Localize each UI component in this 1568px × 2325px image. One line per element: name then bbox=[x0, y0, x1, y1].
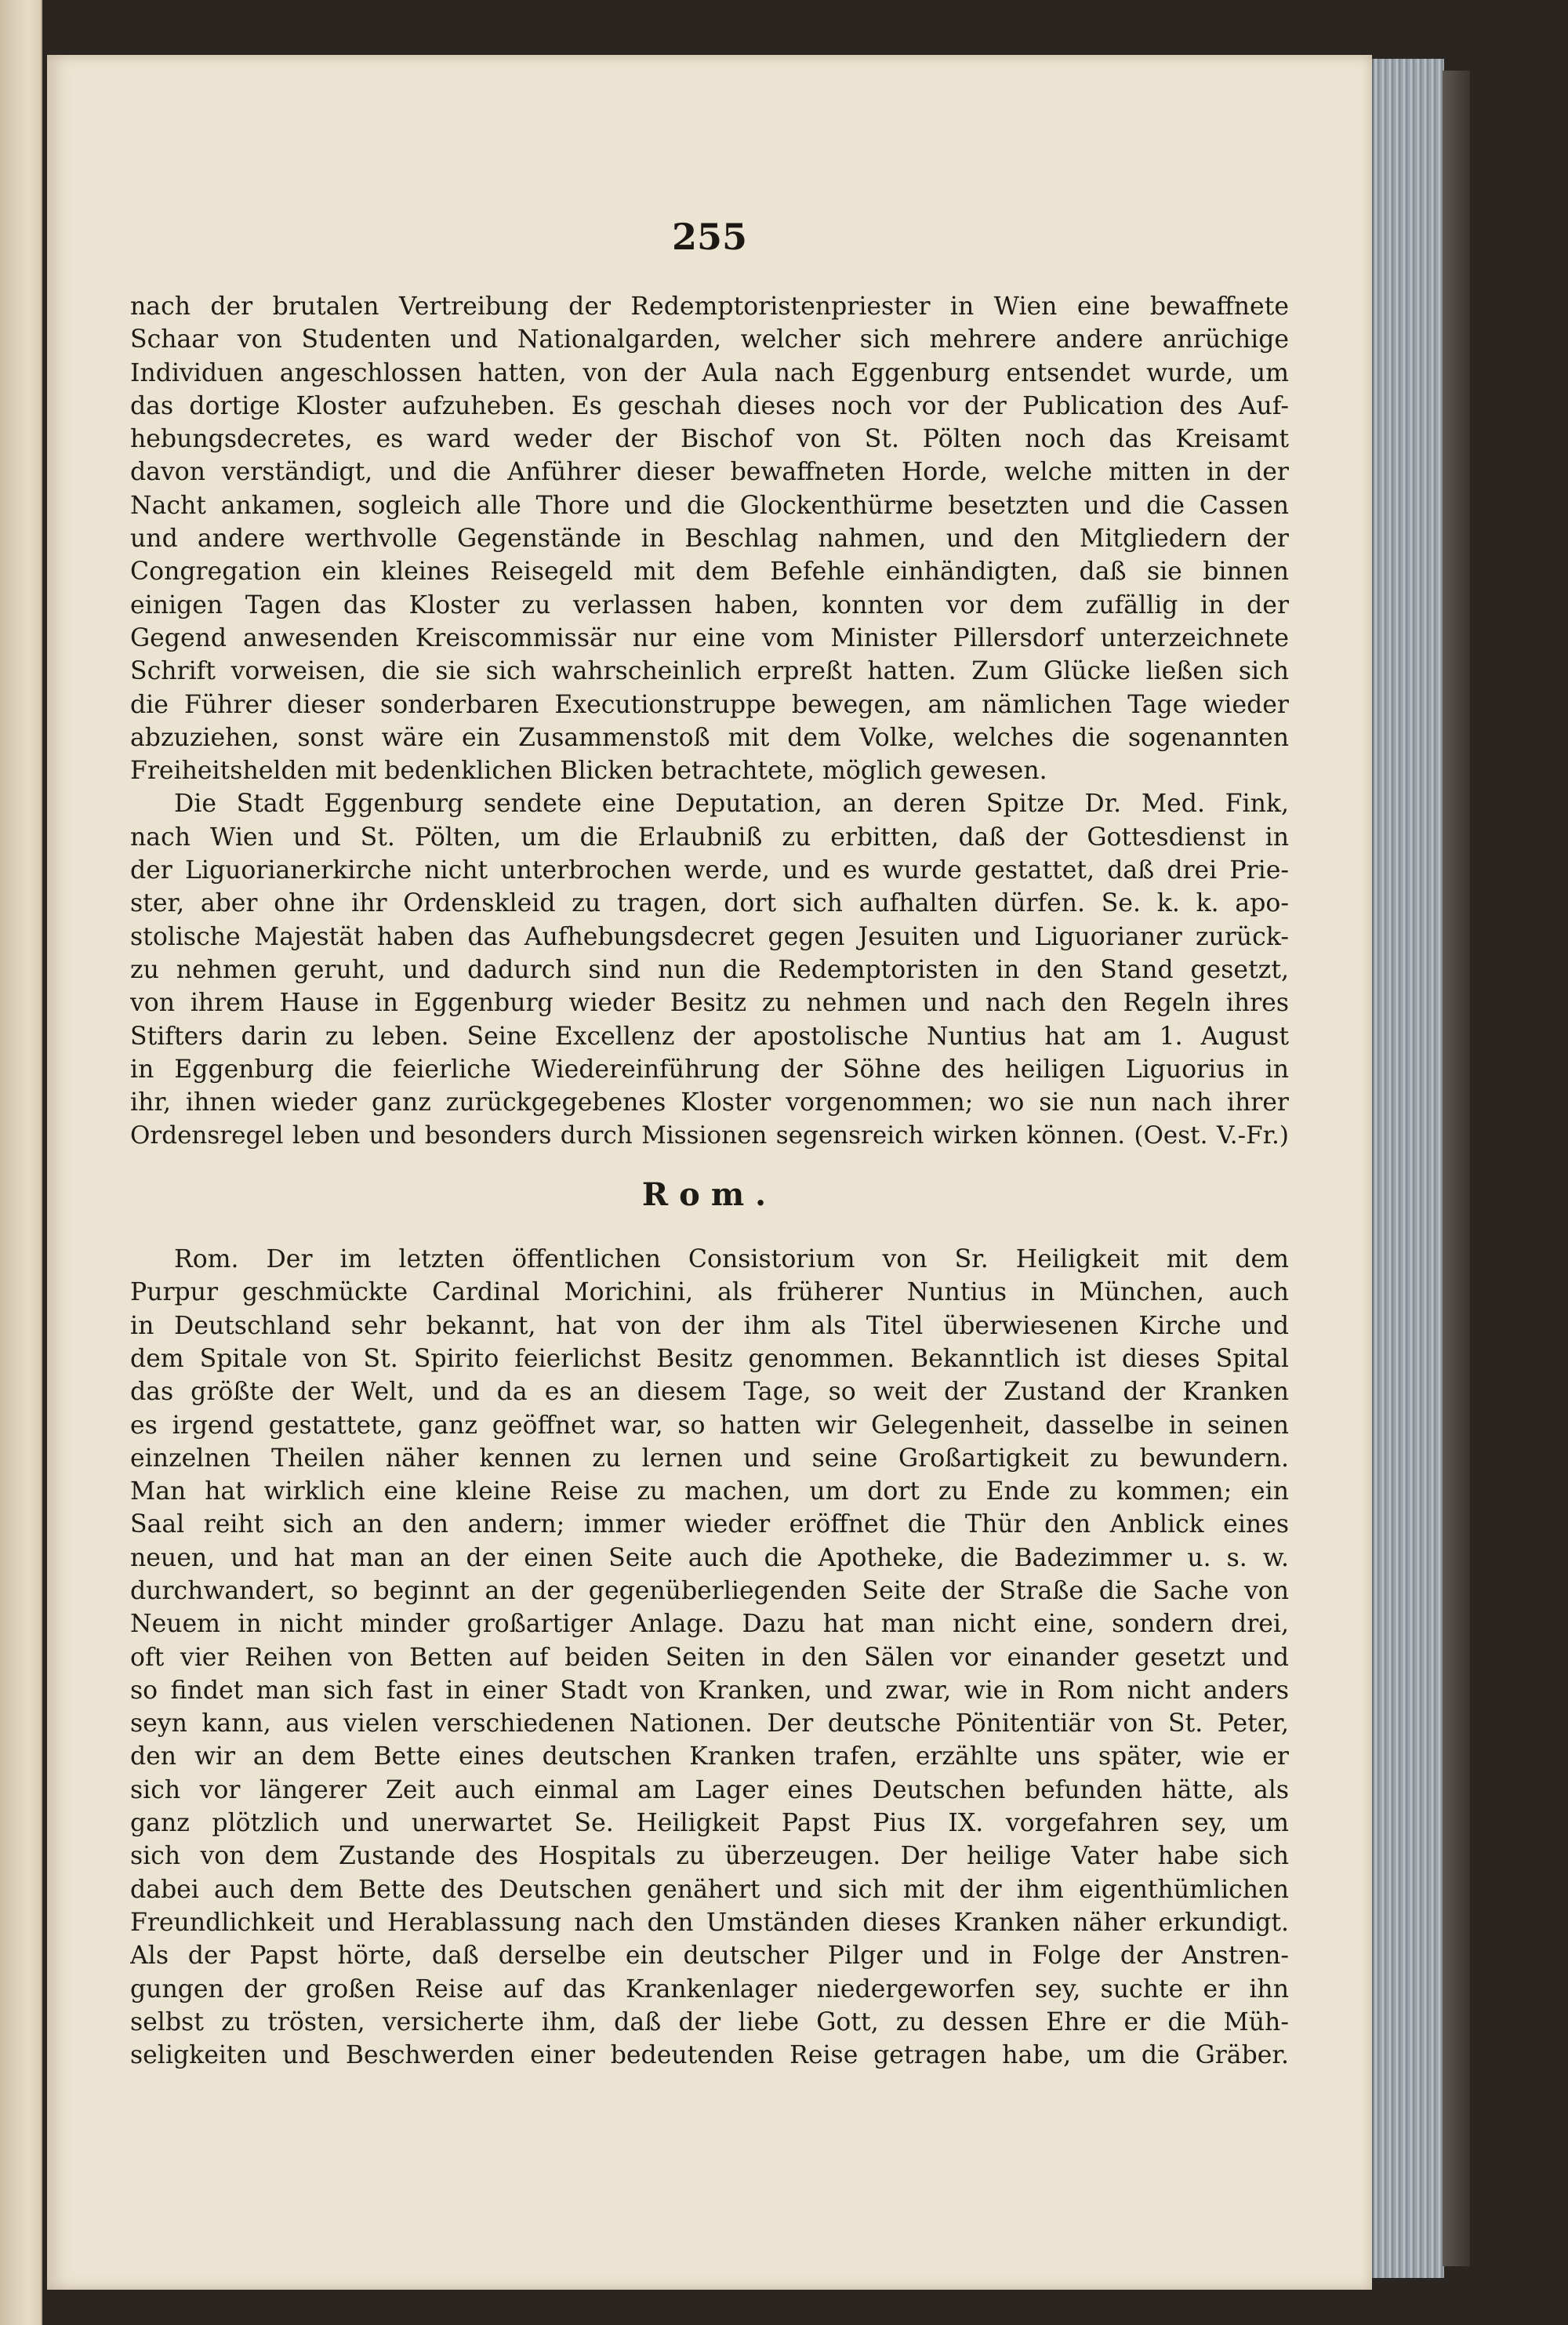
text-line: einigen Tagen das Kloster zu verlassen haben, konnten vor dem zufällig in der bbox=[130, 590, 1289, 619]
text-line: Nacht ankamen, sogleich alle Thore und die Glockenthürme besetzten und die Cassen bbox=[130, 491, 1289, 520]
text-line: selbst zu trösten, versicherte ihm, daß der liebe Gott, zu dessen Ehre er die Müh- bbox=[130, 2007, 1289, 2036]
text-line: dem Spitale von St. Spirito feierlichst Besitz genommen. Bekanntlich ist dieses Spital bbox=[130, 1344, 1289, 1373]
text-line: einzelnen Theilen näher kennen zu lernen und seine Großartigkeit zu bewundern. bbox=[130, 1444, 1289, 1473]
text-line: seligkeiten und Beschwerden einer bedeutenden Reise getragen habe, um die Gräber. bbox=[130, 2041, 1289, 2070]
text-line: Stifters darin zu leben. Seine Excellenz der apostolische Nuntius hat am 1. August bbox=[130, 1022, 1289, 1051]
text-line: dabei auch dem Bette des Deutschen genähert und sich mit der ihm eigenthümlichen bbox=[130, 1875, 1289, 1904]
text-line: Ordensregel leben und besonders durch Missionen segensreich wirken können. (Oest. V.-Fr.) bbox=[130, 1121, 1289, 1150]
book-cover-shadow bbox=[1443, 71, 1470, 2266]
text-line: ihr, ihnen wieder ganz zurückgegebenes Kloster vorgenommen; wo sie nun nach ihrer bbox=[130, 1088, 1289, 1117]
book-page bbox=[47, 55, 1372, 2290]
text-line: sich vor längerer Zeit auch einmal am Lager eines Deutschen befunden hätte, als bbox=[130, 1775, 1289, 1804]
text-line: es irgend gestattete, ganz geöffnet war, so hatten wir Gelegenheit, dasselbe in seinen bbox=[130, 1411, 1289, 1440]
text-line: neuen, und hat man an der einen Seite auch die Apotheke, die Badezimmer u. s. w. bbox=[130, 1543, 1289, 1572]
text-line: Rom. Der im letzten öffentlichen Consistorium von Sr. Heiligkeit mit dem bbox=[174, 1245, 1289, 1274]
text-line: der Liguorianerkirche nicht unterbrochen werde, und es wurde gestattet, daß drei Prie- bbox=[130, 856, 1289, 885]
text-line: in Deutschland sehr bekannt, hat von der ihm als Titel überwiesenen Kirche und bbox=[130, 1311, 1289, 1340]
text-line: das dortige Kloster aufzuheben. Es geschah dieses noch vor der Publication des Auf- bbox=[130, 391, 1289, 420]
page-number: 255 bbox=[671, 216, 748, 258]
text-line: nach der brutalen Vertreibung der Redemptoristenpriester in Wien eine bewaffnete bbox=[130, 292, 1289, 321]
text-line: so findet man sich fast in einer Stadt von Kranken, und zwar, wie in Rom nicht anders bbox=[130, 1676, 1289, 1705]
text-line: Neuem in nicht minder großartiger Anlage. Dazu hat man nicht eine, sondern drei, bbox=[130, 1610, 1289, 1639]
text-line: davon verständigt, und die Anführer dieser bewaffneten Horde, welche mitten in der bbox=[130, 458, 1289, 487]
paragraph-rom bbox=[130, 1243, 1289, 2072]
text-line: Die Stadt Eggenburg sendete eine Deputation, an deren Spitze Dr. Med. Fink, bbox=[174, 790, 1289, 819]
text-line: oft vier Reihen von Betten auf beiden Seiten in den Sälen vor einander gesetzt und bbox=[130, 1643, 1289, 1672]
text-line: seyn kann, aus vielen verschiedenen Nationen. Der deutsche Pönitentiär von St. Peter, bbox=[130, 1709, 1289, 1738]
text-line: die Führer dieser sonderbaren Executionstruppe bewegen, am nämlichen Tage wieder bbox=[130, 690, 1289, 719]
text-line: von ihrem Hause in Eggenburg wieder Besitz zu nehmen und nach den Regeln ihres bbox=[130, 989, 1289, 1018]
paragraph-deputation bbox=[130, 787, 1289, 1152]
paragraph-expulsion bbox=[130, 290, 1289, 787]
text-line: stolische Majestät haben das Aufhebungsdecret gegen Jesuiten und Liguorianer zurück- bbox=[130, 922, 1289, 951]
text-line: durchwandert, so beginnt an der gegenüberliegenden Seite der Straße die Sache von bbox=[130, 1576, 1289, 1605]
text-line: Schaar von Studenten und Nationalgarden, welcher sich mehrere andere anrüchige bbox=[130, 325, 1289, 354]
section-heading-rom: Rom. bbox=[641, 1175, 778, 1213]
text-line: Als der Papst hörte, daß derselbe ein deutscher Pilger und in Folge der Anstren- bbox=[130, 1942, 1289, 1971]
text-line: sich von dem Zustande des Hospitals zu überzeugen. Der heilige Vater habe sich bbox=[130, 1842, 1289, 1871]
text-line: Freundlichkeit und Herablassung nach den Umständen dieses Kranken näher erkundigt. bbox=[130, 1908, 1289, 1937]
left-page-edge bbox=[0, 0, 42, 2325]
body-text bbox=[130, 290, 1289, 2072]
page-stack-edges bbox=[1372, 59, 1444, 2278]
text-line: Freiheitshelden mit bedenklichen Blicken betrachtete, möglich gewesen. bbox=[130, 757, 1047, 786]
text-line: nach Wien und St. Pölten, um die Erlaubniß zu erbitten, daß der Gottesdienst in bbox=[130, 823, 1289, 852]
text-line: den wir an dem Bette eines deutschen Kranken trafen, erzählte uns später, wie er bbox=[130, 1742, 1289, 1771]
text-line: Saal reiht sich an den andern; immer wieder eröffnet die Thür den Anblick eines bbox=[130, 1510, 1289, 1539]
text-line: Individuen angeschlossen hatten, von der Aula nach Eggenburg entsendet wurde, um bbox=[130, 358, 1289, 387]
text-line: hebungsdecretes, es ward weder der Bischof von St. Pölten noch das Kreisamt bbox=[130, 425, 1289, 454]
text-line: das größte der Welt, und da es an diesem Tage, so weit der Zustand der Kranken bbox=[130, 1378, 1289, 1407]
text-line: Man hat wirklich eine kleine Reise zu machen, um dort zu Ende zu kommen; ein bbox=[130, 1477, 1289, 1506]
text-line: ster, aber ohne ihr Ordenskleid zu tragen, dort sich aufhalten dürfen. Se. k. k. apo- bbox=[130, 889, 1289, 918]
text-line: gungen der großen Reise auf das Krankenlager niedergeworfen sey, suchte er ihn bbox=[130, 1974, 1289, 2003]
text-line: Schrift vorweisen, die sie sich wahrscheinlich erpreßt hatten. Zum Glücke ließen sich bbox=[130, 657, 1289, 686]
text-line: abzuziehen, sonst wäre ein Zusammenstoß mit dem Volke, welches die sogenannten bbox=[130, 723, 1289, 752]
text-line: ganz plötzlich und unerwartet Se. Heiligkeit Papst Pius IX. vorgefahren sey, um bbox=[130, 1809, 1289, 1838]
text-line: in Eggenburg die feierliche Wiedereinführung der Söhne des heiligen Liguorius in bbox=[130, 1055, 1289, 1084]
text-line: zu nehmen geruht, und dadurch sind nun die Redemptoristen in den Stand gesetzt, bbox=[130, 955, 1289, 984]
text-line: Gegend anwesenden Kreiscommissär nur eine vom Minister Pillersdorf unterzeichnete bbox=[130, 623, 1289, 652]
text-line: Purpur geschmückte Cardinal Morichini, als früherer Nuntius in München, auch bbox=[130, 1278, 1289, 1307]
text-line: und andere werthvolle Gegenstände in Beschlag nahmen, und den Mitgliedern der bbox=[130, 525, 1289, 554]
text-line: Congregation ein kleines Reisegeld mit dem Befehle einhändigten, daß sie binnen bbox=[130, 558, 1289, 587]
